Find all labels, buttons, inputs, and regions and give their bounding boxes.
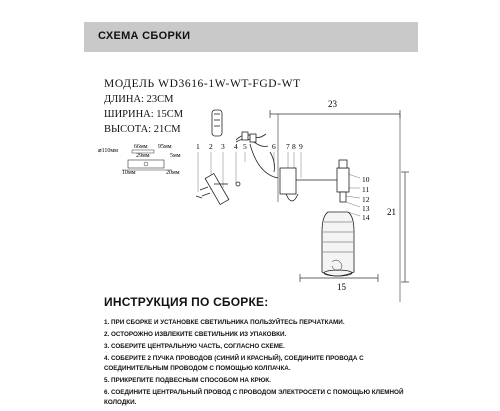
- list-item: 2. ОСТОРОЖНО ИЗВЛЕКИТЕ СВЕТИЛЬНИК ИЗ УПАКОВКИ.: [104, 331, 287, 339]
- height-label: ВЫСОТА: 21СМ: [104, 124, 181, 135]
- part-number: 13: [362, 204, 370, 213]
- instructions-list: [104, 318, 424, 411]
- instructions-title: ИНСТРУКЦИЯ ПО СБОРКЕ:: [104, 295, 269, 309]
- mount-d110: ⌀110мм: [98, 148, 118, 154]
- part-number: 2: [209, 142, 213, 151]
- part-number: 7: [286, 142, 290, 151]
- dim-top-label: 23: [328, 99, 337, 109]
- part-number: 3: [221, 142, 225, 151]
- mount-5: 5мм: [170, 153, 181, 159]
- part-number: 1: [196, 142, 200, 151]
- mount-66: 66мм: [134, 144, 148, 150]
- width-label: ШИРИНА: 15СМ: [104, 109, 184, 120]
- part-number: 11: [362, 185, 370, 194]
- list-item: 6. СОЕДИНИТЕ ЦЕНТРАЛЬНЫЙ ПРОВОД С ПРОВОДОМ ЭЛЕКТРОСЕТИ С ПОМОЩЬЮ КЛЕМНОЙ КОЛОДКИ.: [104, 389, 404, 407]
- list-item: 1. ПРИ СБОРКЕ И УСТАНОВКЕ СВЕТИЛЬНИКА ПОЛЬЗУЙТЕСЬ ПЕРЧАТКАМИ.: [104, 319, 345, 326]
- header-band: [84, 22, 418, 52]
- exploded-parts: [196, 110, 354, 276]
- part-number: 9: [299, 142, 303, 151]
- part-number: 12: [362, 195, 370, 204]
- page-title: СХЕМА СБОРКИ: [98, 30, 191, 42]
- list-item: 5. ПРИКРЕПИТЕ ПОДВЕСНЫМ СПОСОБОМ НА КРЮК.: [104, 377, 271, 385]
- list-item: 3. СОБЕРИТЕ ЦЕНТРАЛЬНУЮ ЧАСТЬ, СОГЛАСНО СХЕМЕ.: [104, 343, 285, 351]
- part-number: 5: [243, 142, 247, 151]
- part-number: 4: [234, 142, 238, 151]
- list-item: 4. СОБЕРИТЕ 2 ПУЧКА ПРОВОДОВ (СИНИЙ И КРАСНЫЙ), СОЕДИНИТЕ ПРОВОДА С СОЕДИНИТЕЛЬНЫМ ПРОВОДОМ С ПОМОЩЬЮ КОЛПАЧКА.: [104, 355, 364, 373]
- assembly-diagram: [100, 92, 420, 292]
- part-number: 6: [272, 142, 276, 151]
- mount-95: 95мм: [158, 144, 172, 150]
- dim-right-label: 21: [387, 207, 396, 217]
- length-label: ДЛИНА: 23СМ: [104, 94, 174, 105]
- dim-bottom-label: 15: [337, 282, 346, 292]
- part-number: 8: [292, 142, 296, 151]
- part-number: 10: [362, 175, 370, 184]
- mount-plate-dims: [98, 144, 181, 176]
- mount-20: 20мм: [166, 170, 180, 176]
- mount-29: 29мм: [136, 153, 150, 159]
- part-number: 14: [362, 213, 370, 222]
- model-label: МОДЕЛЬ WD3616-1W-WT-FGD-WT: [104, 78, 301, 90]
- mount-10: 10мм: [122, 170, 136, 176]
